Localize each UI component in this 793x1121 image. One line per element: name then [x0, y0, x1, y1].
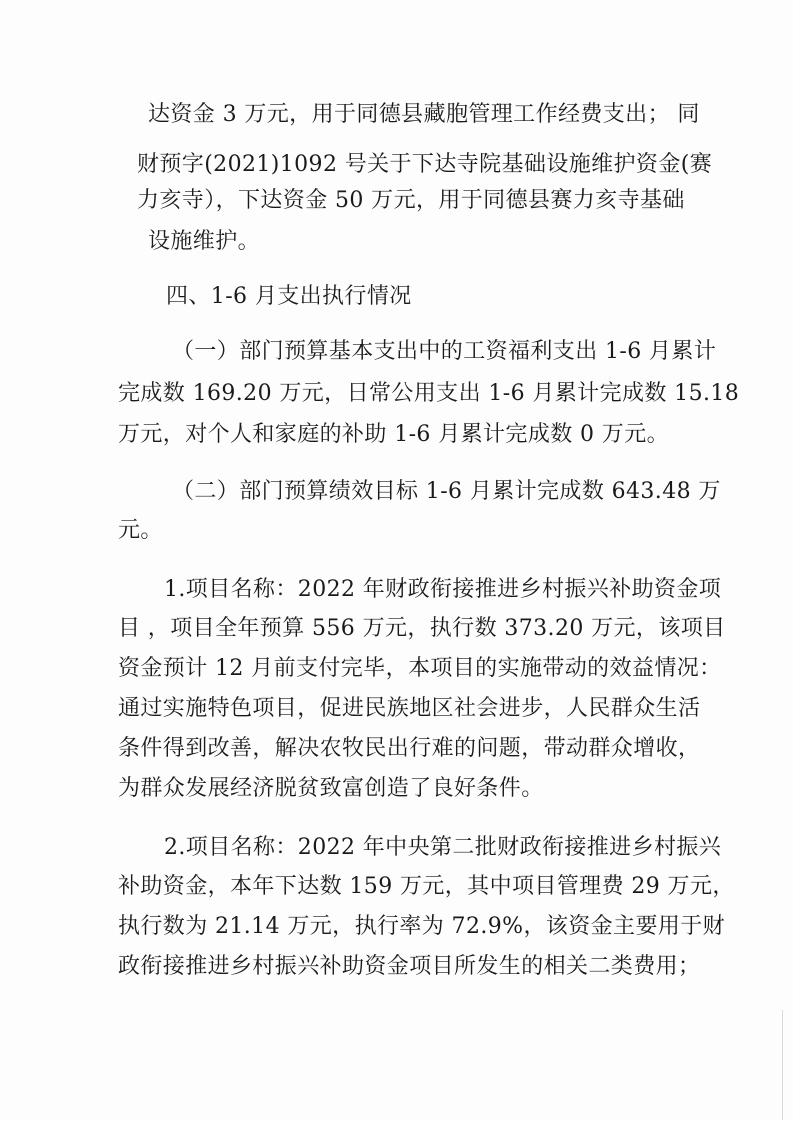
text-line-3: 力亥寺），下达资金 50 万元，用于同德县赛力亥寺基础 [137, 188, 685, 213]
text-line-7: 完成数 169.20 万元，日常公用支出 1-6 月累计完成数 15.18 [118, 381, 740, 406]
text-line-9: （二）部门预算绩效目标 1-6 月累计完成数 643.48 万 [172, 479, 721, 504]
text-line-18: 补助资金，本年下达数 159 万元，其中项目管理费 29 万元， [118, 874, 735, 899]
text-line-1: 达资金 3 万元，用于同德县藏胞管理工作经费支出； 同 [148, 102, 700, 127]
section-heading: 四、1-6 月支出执行情况 [166, 284, 412, 309]
text-line-13: 资金预计 12 月前支付完毕，本项目的实施带动的效益情况： [118, 656, 722, 681]
page-edge-mark [782, 1010, 783, 1120]
text-line-15: 条件得到改善，解决农牧民出行难的问题，带动群众增收， [118, 736, 701, 761]
text-line-19: 执行数为 21.14 万元，执行率为 72.9%，该资金主要用于财 [118, 914, 726, 939]
text-line-6: （一）部门预算基本支出中的工资福利支出 1-6 月累计 [172, 339, 717, 364]
text-line-11: 1.项目名称：2022 年财政衔接推进乡村振兴补助资金项 [164, 577, 722, 602]
text-line-2: 财预字(2021)1092 号关于下达寺院基础设施维护资金(赛 [137, 152, 713, 177]
text-line-12: 目 ，项目全年预算 556 万元，执行数 373.20 万元，该项目 [118, 616, 726, 641]
text-line-8: 万元，对个人和家庭的补助 1-6 月累计完成数 0 万元。 [118, 422, 669, 447]
text-line-10: 元。 [118, 518, 163, 543]
text-line-16: 为群众发展经济脱贫致富创造了良好条件。 [118, 776, 544, 801]
text-line-14: 通过实施特色项目，促进民族地区社会进步，人民群众生活 [118, 696, 701, 721]
text-line-17: 2.项目名称：2022 年中央第二批财政衔接推进乡村振兴 [164, 835, 722, 860]
text-line-4: 设施维护。 [148, 229, 261, 254]
text-line-20: 政衔接推进乡村振兴补助资金项目所发生的相关二类费用； [118, 954, 701, 979]
